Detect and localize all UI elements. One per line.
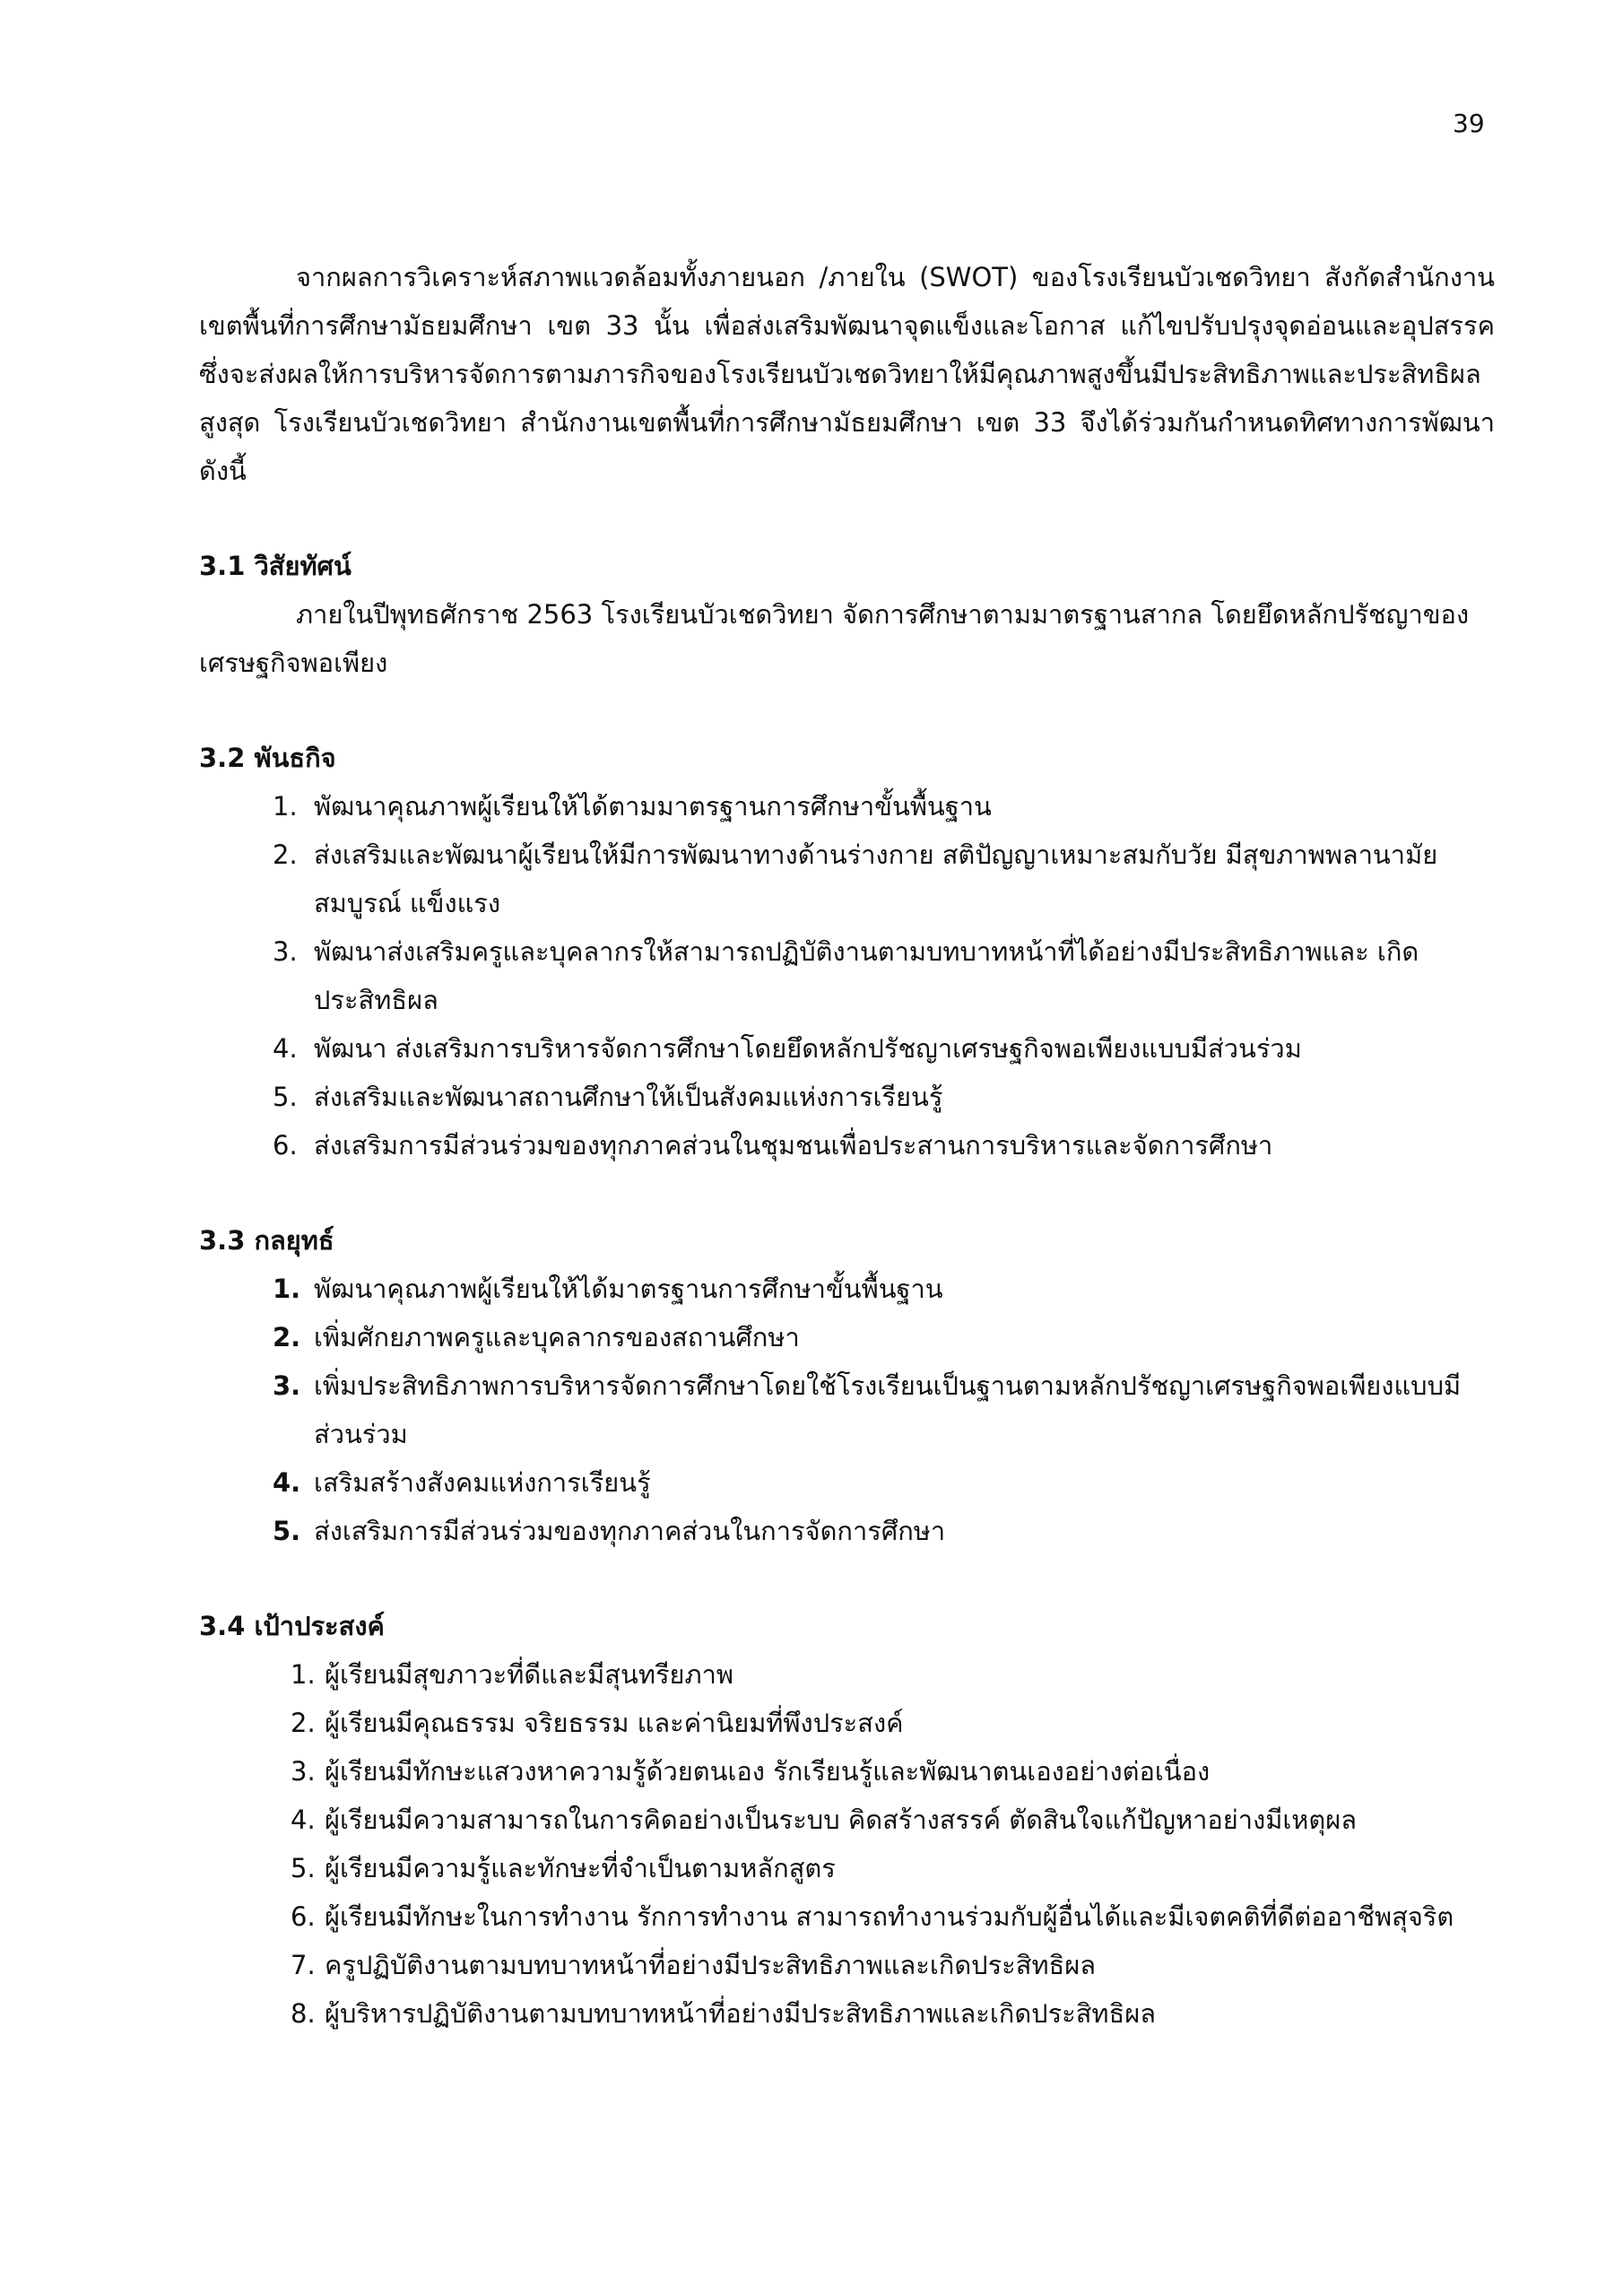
list-item [199, 1458, 1495, 1507]
list-number: 4. [273, 1467, 301, 1498]
list-item [199, 782, 1495, 831]
list-text: เพิ่มศักยภาพครูและบุคลากรของสถานศึกษา [314, 1322, 800, 1352]
list-item [199, 1361, 1495, 1458]
list-number: 2. [291, 1708, 316, 1738]
list-text: พัฒนาคุณภาพผู้เรียนให้ได้มาตรฐานการศึกษาขั้นพื้นฐาน [314, 1274, 943, 1304]
list-item [199, 1844, 1495, 1892]
list-number: 5. [273, 1516, 301, 1546]
section-heading-vision: 3.1 วิสัยทัศน์ [199, 551, 352, 581]
list-number: 6. [291, 1901, 316, 1932]
page-number: 39 [1453, 109, 1485, 138]
list-number: 4. [291, 1805, 316, 1835]
list-item [199, 1121, 1495, 1170]
list-item [199, 927, 1495, 1024]
section-heading-mission: 3.2 พันธกิจ [199, 743, 336, 773]
list-text: ส่งเสริมและพัฒนาสถานศึกษาให้เป็นสังคมแห่งการเรียนรู้ [314, 1082, 943, 1112]
list-number: 3. [273, 936, 298, 967]
section-heading-strategy: 3.3 กลยุทธ์ [199, 1225, 334, 1256]
list-text: ครูปฏิบัติงานตามบทบาทหน้าที่อย่างมีประสิทธิภาพและเกิดประสิทธิผล [325, 1950, 1097, 1980]
section-mission [199, 734, 1495, 1170]
list-number: 5. [273, 1082, 298, 1112]
list-number: 7. [291, 1950, 316, 1980]
list-text: พัฒนาส่งเสริมครูและบุคลากรให้สามารถปฏิบัติงานตามบทบาทหน้าที่ได้อย่างมีประสิทธิภาพและ เกิดประสิทธิผล [314, 936, 1419, 1015]
list-item [199, 1073, 1495, 1121]
vision-text: ภายในปีพุทธศักราช 2563 โรงเรียนบัวเชดวิทยา จัดการศึกษาตามมาตรฐานสากล โดยยึดหลักปรัชญาของเศรษฐกิจพอเพียง [199, 599, 1470, 678]
list-text: ผู้เรียนมีทักษะแสวงหาความรู้ด้วยตนเอง รักเรียนรู้และพัฒนาตนเองอย่างต่อเนื่อง [325, 1756, 1211, 1787]
list-number: 4. [273, 1033, 298, 1064]
list-item [199, 1796, 1495, 1844]
list-text: ส่งเสริมการมีส่วนร่วมของทุกภาคส่วนในชุมชนเพื่อประสานการบริหารและจัดการศึกษา [314, 1130, 1273, 1161]
strategy-list [199, 1265, 1495, 1555]
section-heading-goals: 3.4 เป้าประสงค์ [199, 1611, 385, 1641]
list-text: ส่งเสริมและพัฒนาผู้เรียนให้มีการพัฒนาทางด้านร่างกาย สติปัญญาเหมาะสมกับวัย มีสุขภาพพลานามัยสมบูรณ์ แข็งแรง [314, 839, 1438, 918]
list-item [199, 831, 1495, 927]
list-item [199, 1024, 1495, 1073]
list-text: เสริมสร้างสังคมแห่งการเรียนรู้ [314, 1467, 651, 1498]
list-text: เพิ่มประสิทธิภาพการบริหารจัดการศึกษาโดยใช้โรงเรียนเป็นฐานตามหลักปรัชญาเศรษฐกิจพอเพียงแบบมีส่วนร่วม [314, 1370, 1462, 1449]
document-body [199, 253, 1495, 2038]
list-number: 1. [273, 791, 298, 822]
list-number: 6. [273, 1130, 298, 1161]
section-goals [199, 1602, 1495, 2038]
list-text: ผู้เรียนมีทักษะในการทำงาน รักการทำงาน สามารถทำงานร่วมกับผู้อื่นได้และมีเจตคติที่ดีต่ออาชีพสุจริต [325, 1901, 1454, 1932]
list-text: ผู้เรียนมีคุณธรรม จริยธรรม และค่านิยมที่พึงประสงค์ [325, 1708, 904, 1738]
list-item [199, 1941, 1495, 1989]
list-item [199, 1507, 1495, 1555]
list-text: ผู้เรียนมีสุขภาวะที่ดีและมีสุนทรียภาพ [325, 1659, 734, 1690]
list-text: ส่งเสริมการมีส่วนร่วมของทุกภาคส่วนในการจัดการศึกษา [314, 1516, 946, 1546]
list-text: ผู้เรียนมีความสามารถในการคิดอย่างเป็นระบบ คิดสร้างสรรค์ ตัดสินใจแก้ปัญหาอย่างมีเหตุผล [325, 1805, 1357, 1835]
list-text: ผู้บริหารปฏิบัติงานตามบทบาทหน้าที่อย่างมีประสิทธิภาพและเกิดประสิทธิผล [325, 1998, 1156, 2029]
goals-list [199, 1650, 1495, 2038]
section-vision [199, 542, 1495, 687]
list-number: 2. [273, 839, 298, 870]
intro-paragraph: จากผลการวิเคราะห์สภาพแวดล้อมทั้งภายนอก /ภายใน (SWOT) ของโรงเรียนบัวเชดวิทยา สังกัดสำนักงานเขตพื้นที่การศึกษามัธยมศึกษา เขต 33 นั้น เพื่อส่งเสริมพัฒนาจุดแข็งและโอกาส แก้ไขปรับปรุงจุดอ่อนและอุปสรรค ซึ่งจะส่งผลให้การบริหารจัดการตามภารกิจของโรงเรียนบัวเชดวิทยาให้มีคุณภาพสูงขึ้นมีประสิทธิภาพและประสิทธิผลสูงสุด โรงเรียนบัวเชดวิทยา สำนักงานเขตพื้นที่การศึกษามัธยมศึกษา เขต 33 จึงได้ร่วมกันกำหนดทิศทางการพัฒนา ดังนี้ [199, 262, 1495, 486]
list-item [199, 1989, 1495, 2038]
list-item [199, 1892, 1495, 1941]
mission-list [199, 782, 1495, 1170]
list-number: 1. [273, 1274, 301, 1304]
list-item [199, 1650, 1495, 1699]
list-number: 5. [291, 1853, 316, 1883]
list-number: 8. [291, 1998, 316, 2029]
list-text: พัฒนาคุณภาพผู้เรียนให้ได้ตามมาตรฐานการศึกษาขั้นพื้นฐาน [314, 791, 992, 822]
list-item [199, 1699, 1495, 1747]
list-item [199, 1313, 1495, 1361]
list-text: ผู้เรียนมีความรู้และทักษะที่จำเป็นตามหลักสูตร [325, 1853, 836, 1883]
list-text: พัฒนา ส่งเสริมการบริหารจัดการศึกษาโดยยึดหลักปรัชญาเศรษฐกิจพอเพียงแบบมีส่วนร่วม [314, 1033, 1302, 1064]
section-strategy [199, 1216, 1495, 1555]
list-number: 3. [273, 1370, 301, 1401]
list-number: 2. [273, 1322, 301, 1352]
list-item [199, 1747, 1495, 1796]
list-number: 3. [291, 1756, 316, 1787]
list-number: 1. [291, 1659, 316, 1690]
list-item [199, 1265, 1495, 1313]
